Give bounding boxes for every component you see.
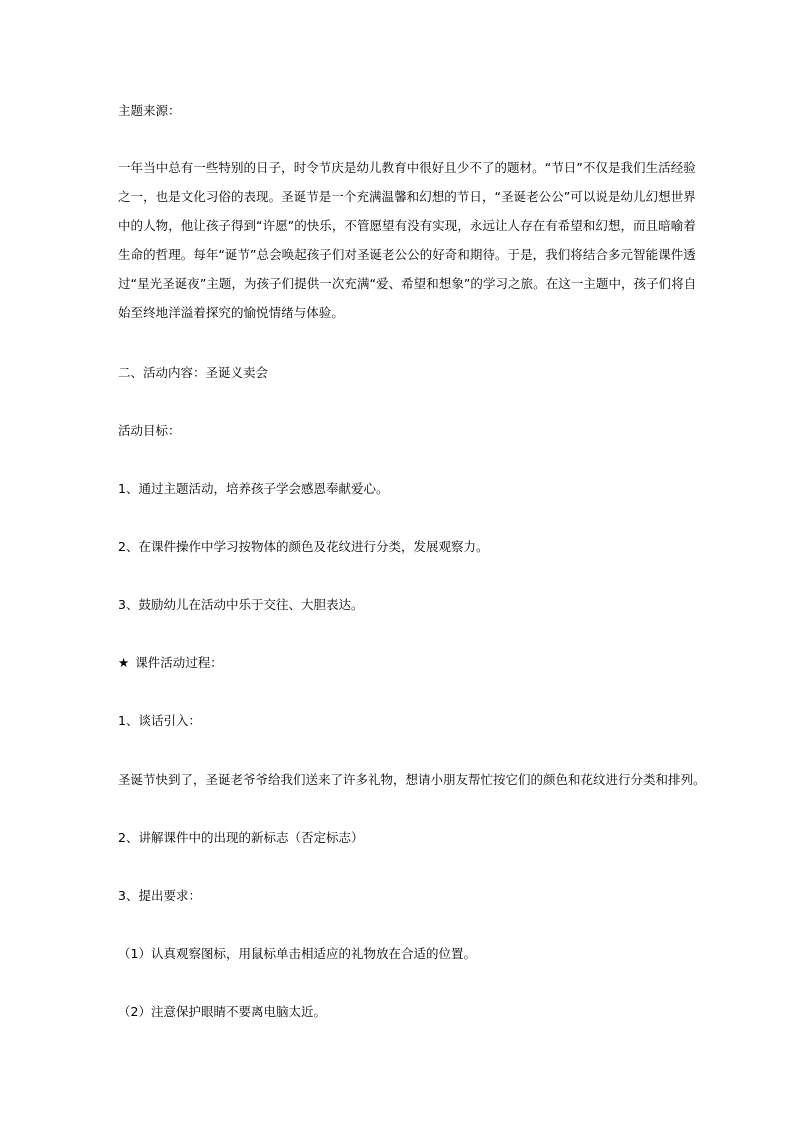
step-1-text: 圣诞节快到了，圣诞老爷爷给我们送来了许多礼物，想请小朋友帮忙按它们的颜色和花纹进行分类和排列。 <box>118 772 706 787</box>
goals-heading: 活动目标： <box>118 423 181 438</box>
intro-line-4: 生命的哲理。每年“诞节”总会唤起孩子们对圣诞老公公的好奇和期待。于是，我们将结合多元智能课件透 <box>118 247 696 262</box>
step-1-heading: 1、谈话引入： <box>118 713 201 728</box>
section-two-heading: 二、活动内容：圣诞义卖会 <box>118 365 269 380</box>
process-heading-row <box>118 655 223 671</box>
requirement-1: （1）认真观察图标，用鼠标单击相适应的礼物放在合适的位置。 <box>118 946 476 961</box>
step-3-heading: 3、提出要求： <box>118 888 201 903</box>
step-2-heading: 2、讲解课件中的出现的新标志（否定标志） <box>118 830 364 845</box>
star-icon: ★ <box>118 655 130 670</box>
requirement-2: （2）注意保护眼睛不要离电脑太近。 <box>118 1004 326 1019</box>
intro-line-6: 始至终地洋溢着探究的愉悦情绪与体验。 <box>118 305 344 320</box>
heading-source: 主题来源： <box>118 103 181 118</box>
intro-line-2: 之一，也是文化习俗的表现。圣诞节是一个充满温馨和幻想的节日，“圣诞老公公”可以说是幼儿幻想世界 <box>118 189 696 204</box>
intro-line-1: 一年当中总有一些特别的日子，时令节庆是幼儿教育中很好且少不了的题材。“节日”不仅是我们生活经验 <box>118 160 696 175</box>
goal-item-1: 1、通过主题活动，培养孩子学会感恩奉献爱心。 <box>118 481 389 496</box>
goal-item-3: 3、鼓励幼儿在活动中乐于交往、大胆表达。 <box>118 597 364 612</box>
process-heading: 课件活动过程： <box>135 655 223 670</box>
intro-line-5: 过“星光圣诞夜”主题，为孩子们提供一次充满“爱、希望和想象”的学习之旅。在这一主题中，孩子们将自 <box>118 276 697 291</box>
intro-line-3: 中的人物，他让孩子得到“许愿”的快乐，不管愿望有没有实现，永远让人存在有希望和幻想，而且暗喻着 <box>118 218 696 233</box>
goal-item-2: 2、在课件操作中学习按物体的颜色及花纹进行分类，发展观察力。 <box>118 539 489 554</box>
